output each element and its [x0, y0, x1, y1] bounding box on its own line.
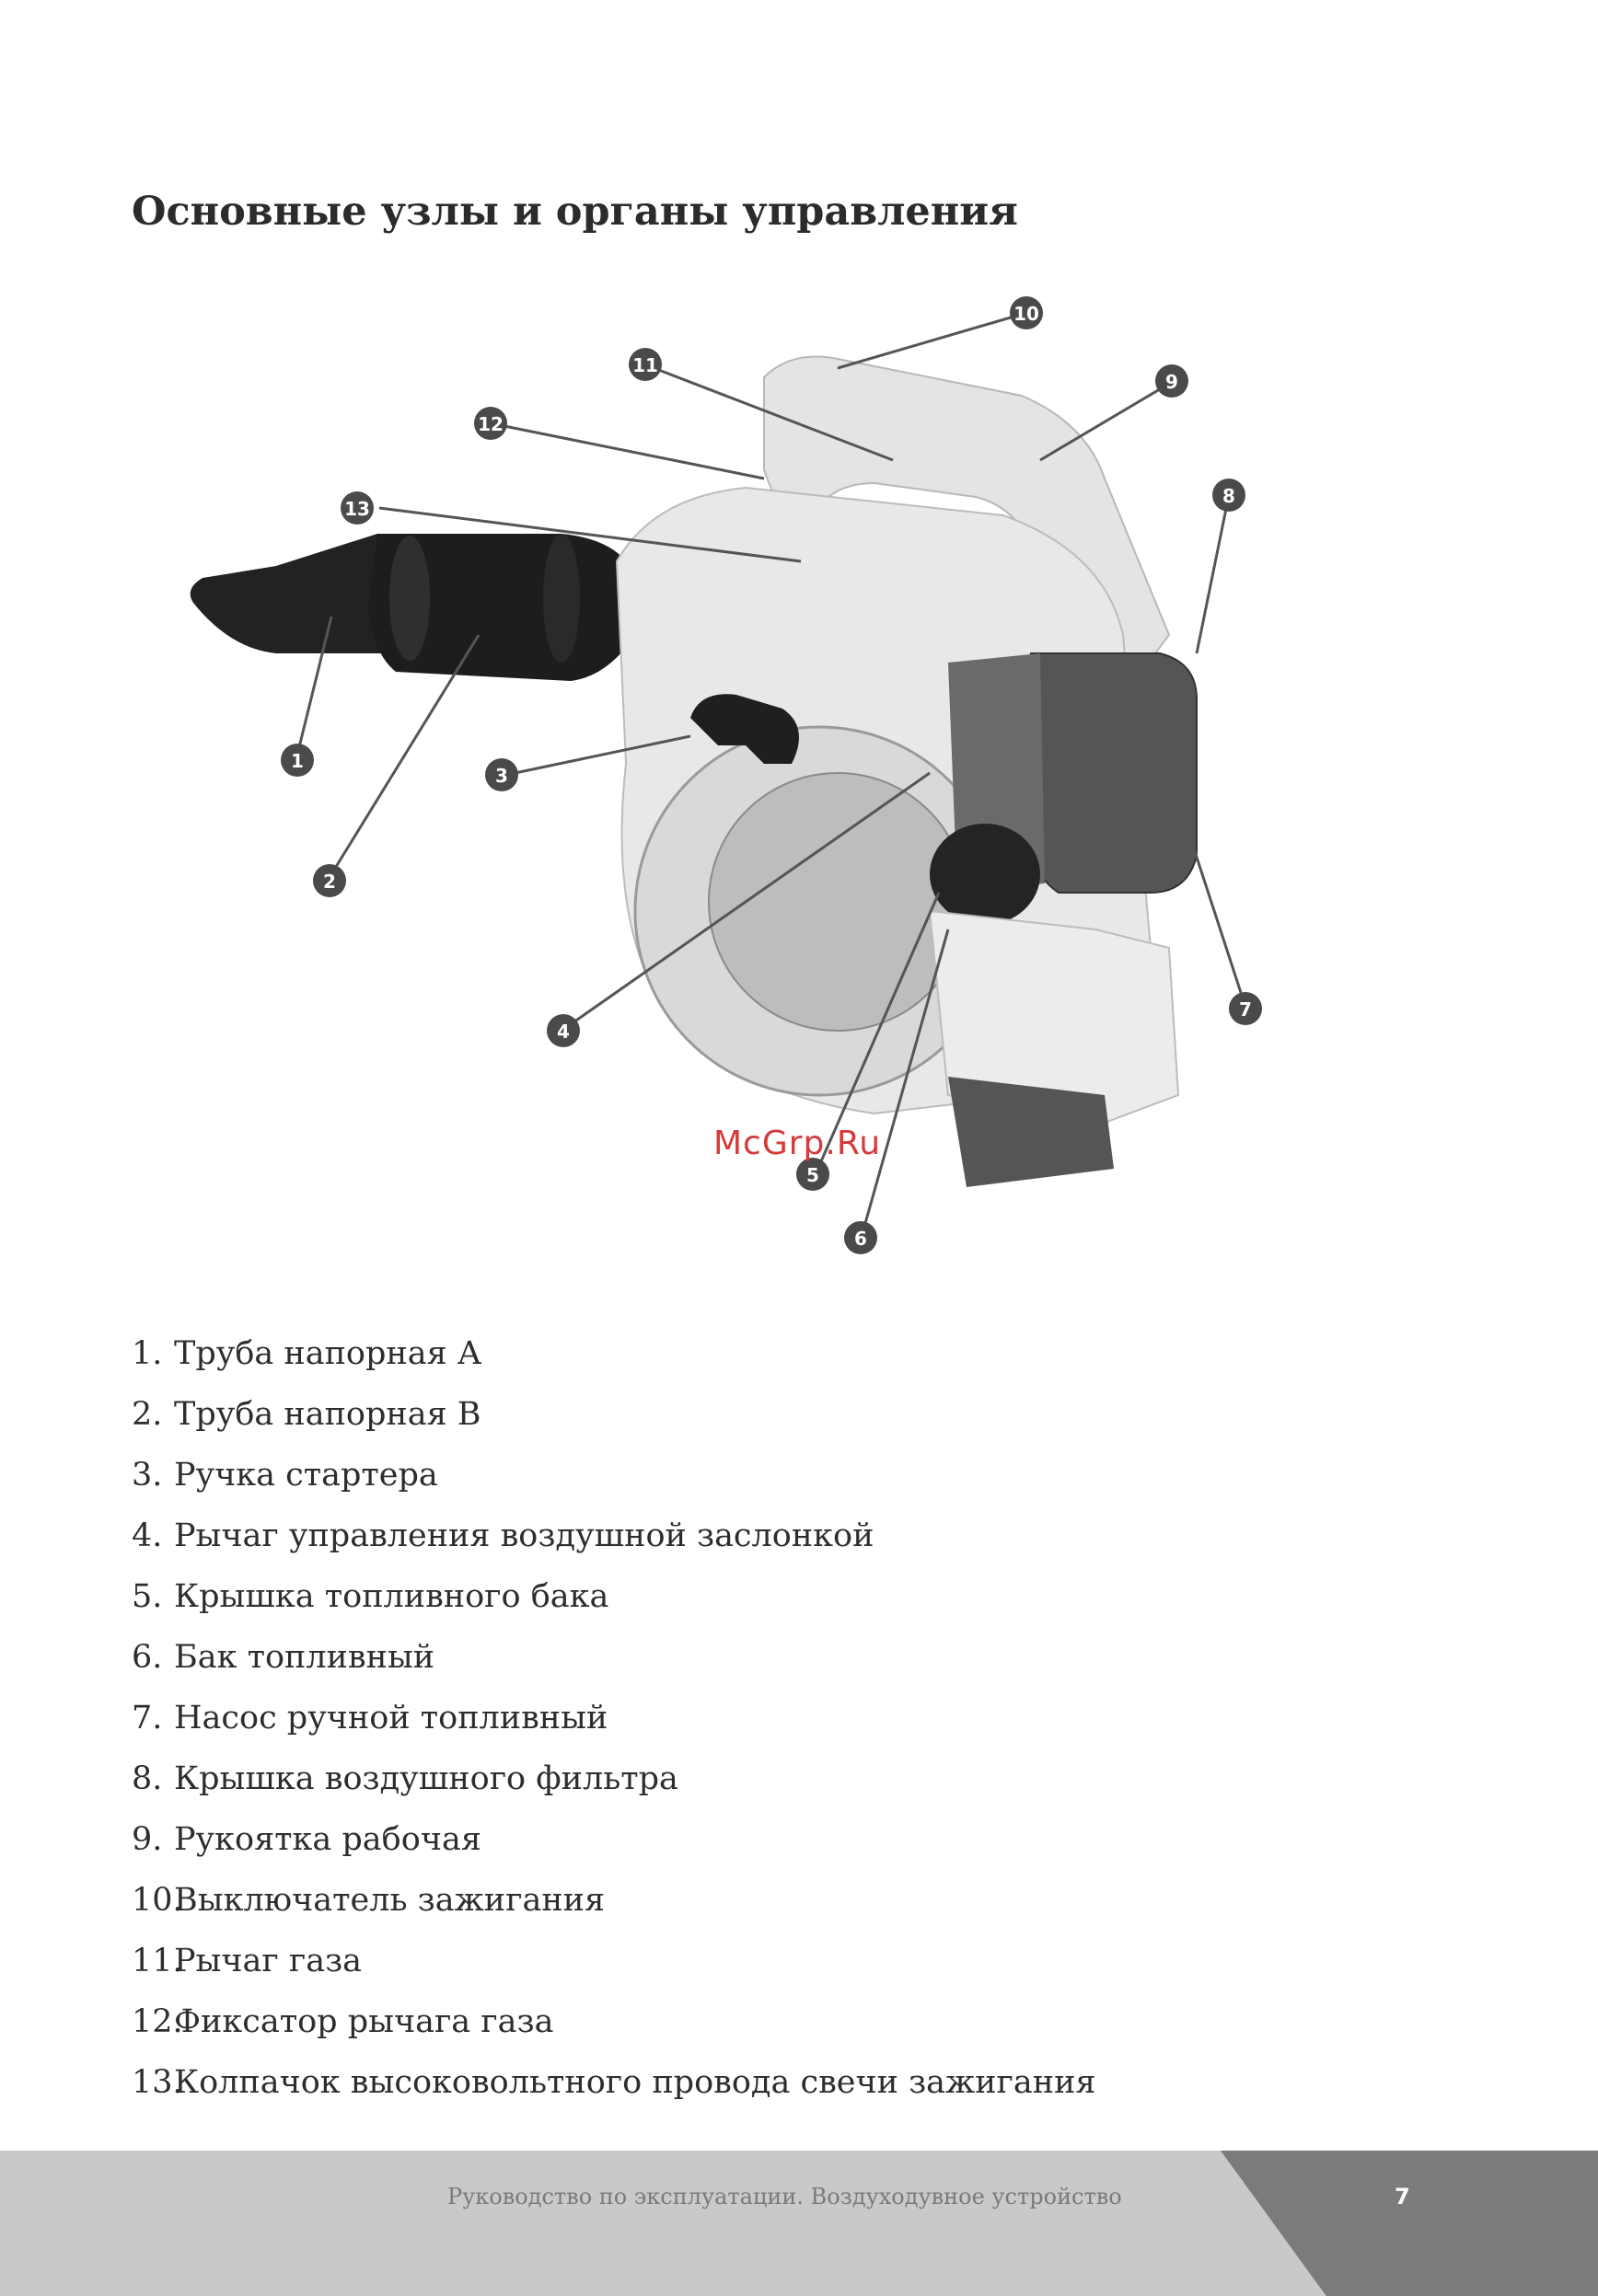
callout-10 — [1010, 296, 1043, 329]
list-item-label: Крышка топливного бака — [174, 1578, 609, 1615]
svg-text:6: 6 — [854, 1228, 867, 1250]
callout-2 — [313, 864, 346, 897]
list-item — [132, 1748, 1096, 1809]
list-item-label: Крышка воздушного фильтра — [174, 1760, 678, 1797]
svg-text:12: 12 — [478, 413, 504, 435]
callout-7 — [1229, 992, 1262, 1025]
tank-block — [948, 1077, 1114, 1187]
list-item-number: 12. — [132, 2003, 183, 2040]
parts-list — [132, 1323, 1096, 2113]
list-item — [132, 2052, 1096, 2113]
callout-6 — [844, 1221, 877, 1254]
svg-text:3: 3 — [495, 765, 508, 787]
callout-11 — [629, 348, 662, 381]
callout-5 — [796, 1158, 829, 1191]
list-item-label: Колпачок высоковольтного провода свечи зажигания — [174, 2064, 1096, 2101]
list-item-number: 2. — [132, 1396, 163, 1433]
list-item-number: 5. — [132, 1578, 163, 1615]
list-item — [132, 1931, 1096, 1991]
list-item-label: Насос ручной топливный — [174, 1700, 608, 1736]
page-number: 7 — [1395, 2184, 1410, 2209]
blower-illustration — [175, 285, 1307, 1270]
tube-ring-2 — [543, 534, 580, 663]
list-item-label: Ручка стартера — [174, 1457, 438, 1494]
list-item-number: 9. — [132, 1821, 163, 1858]
list-item-label: Рукоятка рабочая — [174, 1821, 481, 1858]
list-item-number: 11. — [132, 1943, 183, 1979]
svg-text:2: 2 — [323, 871, 336, 893]
footer-document-title: Руководство по эксплуатации. Воздуходувное устройство — [447, 2184, 1122, 2209]
page-title: Основные узлы и органы управления — [132, 189, 1018, 235]
list-item-number: 10. — [132, 1882, 183, 1919]
svg-text:10: 10 — [1013, 303, 1039, 325]
list-item — [132, 1688, 1096, 1748]
list-item-number: 13. — [132, 2064, 183, 2101]
list-item — [132, 1506, 1096, 1566]
list-item — [132, 1566, 1096, 1627]
svg-text:11: 11 — [632, 354, 658, 376]
air-filter-cover — [1031, 653, 1197, 893]
callout-1 — [281, 744, 314, 777]
list-item-label: Труба напорная В — [174, 1396, 481, 1433]
callout-9 — [1155, 364, 1188, 398]
list-item-label: Фиксатор рычага газа — [174, 2003, 554, 2040]
callout-4 — [547, 1014, 580, 1047]
list-item — [132, 1445, 1096, 1506]
list-item-number: 4. — [132, 1517, 163, 1554]
list-item — [132, 1627, 1096, 1688]
list-item-number: 6. — [132, 1639, 163, 1676]
svg-text:9: 9 — [1165, 371, 1178, 393]
svg-text:5: 5 — [806, 1164, 819, 1186]
page-footer — [0, 2151, 1598, 2296]
list-item-label: Рычаг управления воздушной заслонкой — [174, 1517, 874, 1554]
callout-3 — [485, 758, 518, 791]
callout-12 — [474, 407, 507, 440]
list-item — [132, 1991, 1096, 2052]
list-item-number: 3. — [132, 1457, 163, 1494]
svg-text:7: 7 — [1239, 998, 1252, 1021]
list-item-label: Рычаг газа — [174, 1943, 363, 1979]
callout-8 — [1212, 479, 1245, 512]
list-item-label: Бак топливный — [174, 1639, 435, 1676]
list-item-label: Труба напорная А — [174, 1335, 482, 1372]
svg-text:4: 4 — [557, 1021, 570, 1043]
watermark: McGrp.Ru — [713, 1125, 882, 1162]
list-item-number: 1. — [132, 1335, 163, 1372]
footer-page-tab — [1221, 2151, 1598, 2296]
list-item-number: 7. — [132, 1700, 163, 1736]
list-item — [132, 1870, 1096, 1931]
list-item — [132, 1323, 1096, 1384]
list-item-number: 8. — [132, 1760, 163, 1797]
list-item — [132, 1384, 1096, 1445]
tube-ring — [389, 536, 430, 661]
list-item — [132, 1809, 1096, 1870]
fuel-cap — [930, 824, 1040, 925]
svg-text:13: 13 — [344, 498, 370, 520]
callout-13 — [341, 491, 374, 525]
svg-text:1: 1 — [291, 750, 304, 772]
list-item-label: Выключатель зажигания — [174, 1882, 606, 1919]
svg-text:8: 8 — [1222, 485, 1235, 507]
